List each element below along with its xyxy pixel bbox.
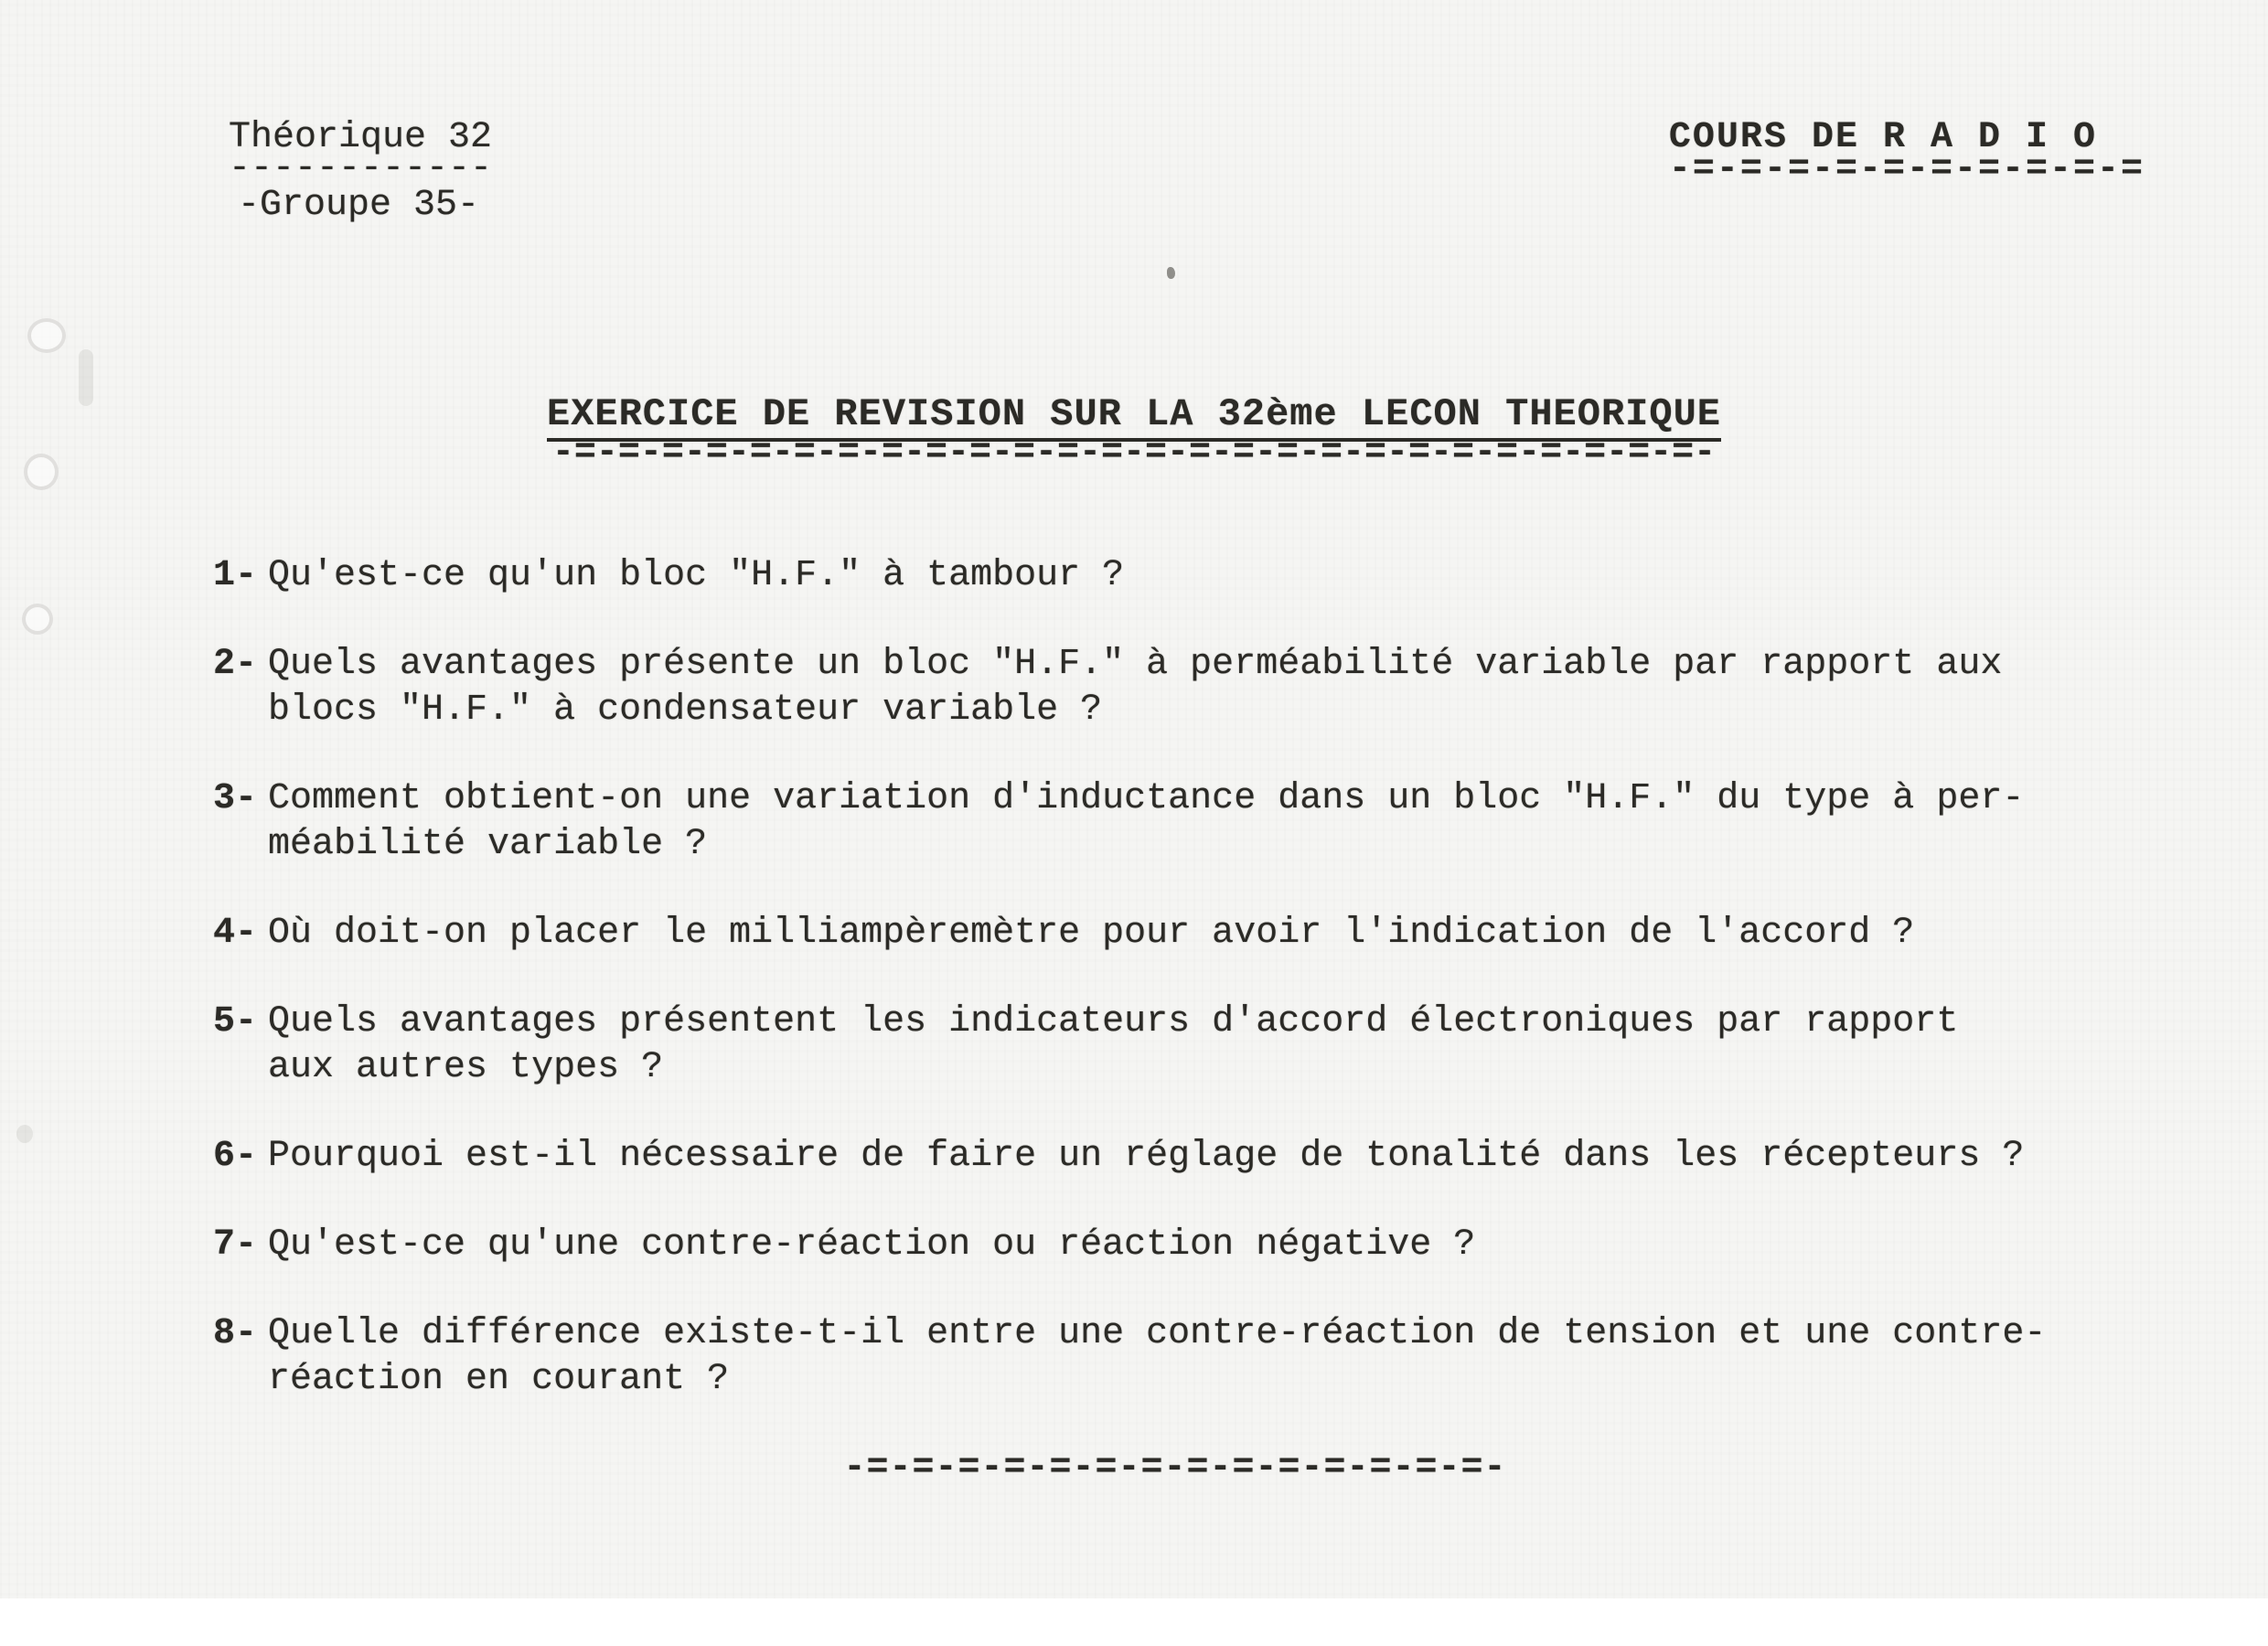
exercise-title-underline: -=-=-=-=-=-=-=-=-=-=-=-=-=-=-=-=-=-=-=-=-=-=-=-=-=-=- — [551, 433, 1717, 474]
question-number: 7- — [213, 1224, 258, 1266]
group-label: -Groupe 35- — [238, 185, 480, 226]
course-code-underline: ------------ — [229, 148, 493, 189]
question-text — [257, 1134, 2113, 1180]
question-line: blocs "H.F." à condensateur variable ? — [268, 689, 1103, 731]
course-code-label: Théorique 32 — [229, 117, 493, 158]
question-text — [257, 1311, 2113, 1403]
question-item-3 — [213, 776, 2113, 868]
punch-hole-ghost — [27, 318, 66, 353]
question-number: 2- — [213, 644, 258, 685]
question-line: Quels avantages présentent les indicateurs d'accord électroniques par rapport — [268, 1001, 1959, 1042]
question-line: Qu'est-ce qu'une contre-réaction ou réaction négative ? — [268, 1224, 1476, 1266]
question-item-2 — [213, 642, 2113, 733]
question-line: Quelle différence existe-t-il entre une contre-réaction de tension et une contre- — [268, 1313, 2047, 1354]
title-block — [0, 391, 2268, 474]
course-title-label: COURS DE R A D I O — [1668, 117, 2097, 158]
question-line: aux autres types ? — [268, 1047, 664, 1088]
document-header — [0, 0, 2268, 229]
question-text — [257, 1223, 2113, 1268]
question-item-5 — [213, 999, 2113, 1091]
question-item-6 — [213, 1134, 2113, 1180]
question-number: 3- — [213, 778, 258, 819]
question-text — [257, 911, 2113, 957]
scan-edge-strip — [0, 1598, 2268, 1646]
question-number: 8- — [213, 1313, 258, 1354]
course-title-underline: -=-=-=-=-=-=-=-=-=-= — [1668, 149, 2145, 190]
question-number: 4- — [213, 913, 258, 954]
question-line: Pourquoi est-il nécessaire de faire un réglage de tonalité dans les récepteurs ? — [268, 1136, 2025, 1177]
punch-hole-ghost — [22, 604, 53, 635]
stray-mark — [1167, 267, 1175, 279]
question-number: 5- — [213, 1001, 258, 1042]
exercise-title: EXERCICE DE REVISION SUR LA 32ème LECON THEORIQUE — [547, 391, 1721, 442]
question-text — [257, 776, 2113, 868]
question-item-4 — [213, 911, 2113, 957]
header-right-block — [1668, 115, 2145, 190]
footer-divider: -=-=-=-=-=-=-=-=-=-=-=-=-=-=- — [843, 1448, 1507, 1489]
question-text — [257, 999, 2113, 1091]
question-list — [213, 553, 2113, 1403]
question-text — [257, 642, 2113, 733]
header-left-block — [229, 115, 492, 229]
question-item-7 — [213, 1223, 2113, 1268]
smudge-mark — [16, 1125, 33, 1143]
question-line: méabilité variable ? — [268, 824, 708, 865]
question-item-1 — [213, 553, 2113, 599]
question-line: Qu'est-ce qu'un bloc "H.F." à tambour ? — [268, 555, 1125, 596]
question-line: Où doit-on placer le milliampèremètre pour avoir l'indication de l'accord ? — [268, 913, 1915, 954]
question-line: Comment obtient-on une variation d'inductance dans un bloc "H.F." du type à per- — [268, 778, 2025, 819]
question-number: 6- — [213, 1136, 258, 1177]
question-item-8 — [213, 1311, 2113, 1403]
question-number: 1- — [213, 555, 258, 596]
question-line: Quels avantages présente un bloc "H.F." à perméabilité variable par rapport aux — [268, 644, 2003, 685]
question-text — [257, 553, 2113, 599]
question-line: réaction en courant ? — [268, 1359, 730, 1400]
